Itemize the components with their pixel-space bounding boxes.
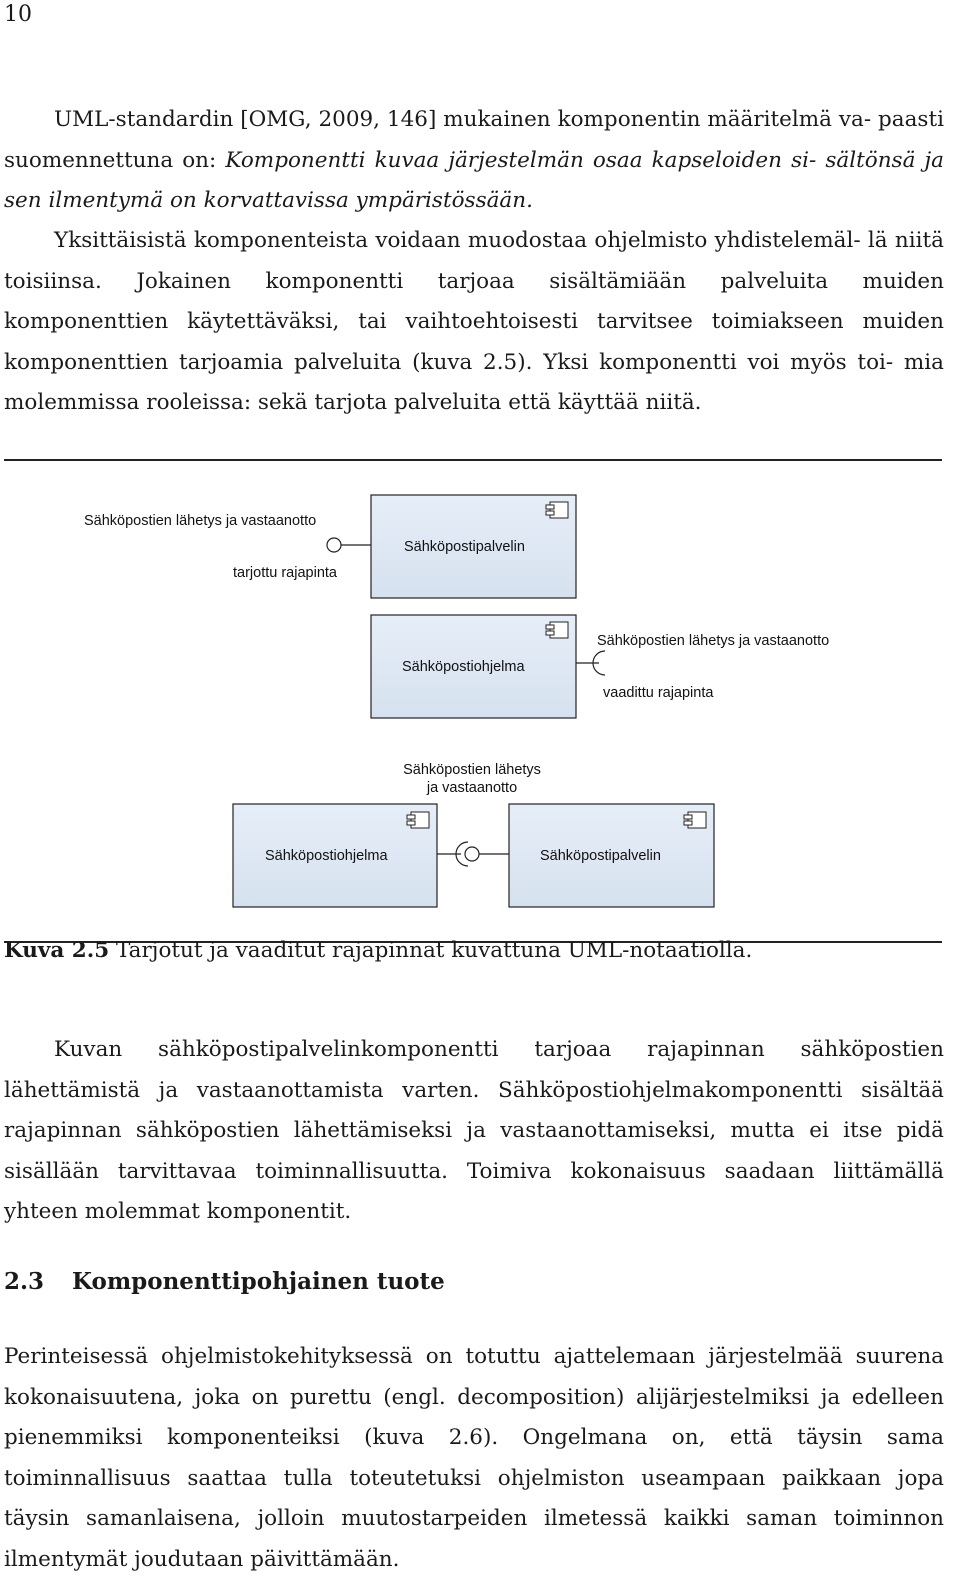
component-name-client: Sähköpostiohjelma [402,659,525,675]
text-line: UML-standardin [OMG, 2009, 146] mukainen komponentin määritelmä va- [54,107,872,132]
caption-text: Tarjotut ja vaaditut rajapinnat kuvattuna UML-notaatiolla. [109,938,753,963]
provided-interface-group [84,495,576,598]
text-line: mia molemmissa rooleissa: sekä tarjota palveluita että käyttää niitä. [4,349,944,415]
figure-caption [4,938,944,963]
text-line: komponenttien käytettäväksi, tai vaihtoehtoisesti tarvitsee toimiakseen muiden [4,309,944,334]
paragraph-component-product: Perinteisessä ohjelmistokehityksessä on totuttu ajattelemaan järjestelmää suurena kokonaisuutena, joka on purettu (engl. decomposition) alijärjestelmiksi ja edelleen pienemmiksi komponenteiksi (kuva 2.6). Ongelmana on, että täysin sama toiminnallisuus saattaa tulla toteutetuksi ohjelmiston useampaan paikkaan jopa täysin samanlaisena, jolloin muutostarpeiden ilmetessä kaikki saman toiminnon ilmentymät joudutaan päivittämään. [4,1344,944,1572]
text-line: komponenttien tarjoamia palveluita (kuva 2.5). Yksi komponentti voi myös toi- [4,349,894,375]
paragraph-figure-explanation: Kuvan sähköpostipalvelinkomponentti tarjoaa rajapinnan sähköpostien lähettämistä ja vastaanottamista varten. Sähköpostiohjelmakomponentti sisältää rajapinnan sähköpostien lähettämiseksi ja vastaanottamiseksi, mutta ei itse pidä sisällään tarvittavaa toiminnallisuutta. Toimiva kokonaisuus saadaan liittämällä yhteen molemmat komponentit. [4,1037,944,1224]
required-interface-group [371,615,829,718]
provided-interface-name: Sähköpostien lähetys ja vastaanotto [84,513,317,529]
text-line: Yksittäisistä komponenteista voidaan muodostaa ohjelmisto yhdistelemäl- [54,228,861,253]
paragraph-uml-definition [4,100,944,222]
italic-definition: Komponentti kuvaa järjestelmän osaa kapseloiden si- [225,147,817,173]
text-line: paasti suomennettuna on: [4,107,944,173]
assembly-group [233,762,714,907]
paragraph-component-roles [4,221,944,424]
section-title: Komponenttipohjainen tuote [72,1268,445,1295]
page-number: 10 [4,2,32,27]
component-name-server: Sähköpostipalvelin [404,539,525,555]
section-number: 2.3 [4,1268,45,1295]
provided-interface-label: tarjottu rajapinta [233,565,337,581]
caption-label: Kuva 2.5 [4,938,110,963]
uml-figure [0,460,960,950]
required-interface-name: Sähköpostien lähetys ja vastaanotto [597,633,830,649]
italic-definition: sältönsä ja sen ilmentymä on korvattavissa ympäristössään. [4,147,944,213]
assembly-interface-name-line1: Sähköpostien lähetys [403,762,541,778]
assembly-left-component: Sähköpostiohjelma [265,848,388,864]
required-interface-label: vaadittu rajapinta [603,685,714,701]
provided-interface-lollipop-icon [327,538,341,552]
text-line: lä niitä toisiinsa. Jokainen komponentti tarjoaa sisältämiään palveluita muiden [4,228,944,294]
assembly-ball-icon [465,847,479,861]
assembly-interface-name-line2: ja vastaanotto [426,780,518,796]
section-heading [4,1268,445,1295]
assembly-right-component: Sähköpostipalvelin [540,848,661,864]
